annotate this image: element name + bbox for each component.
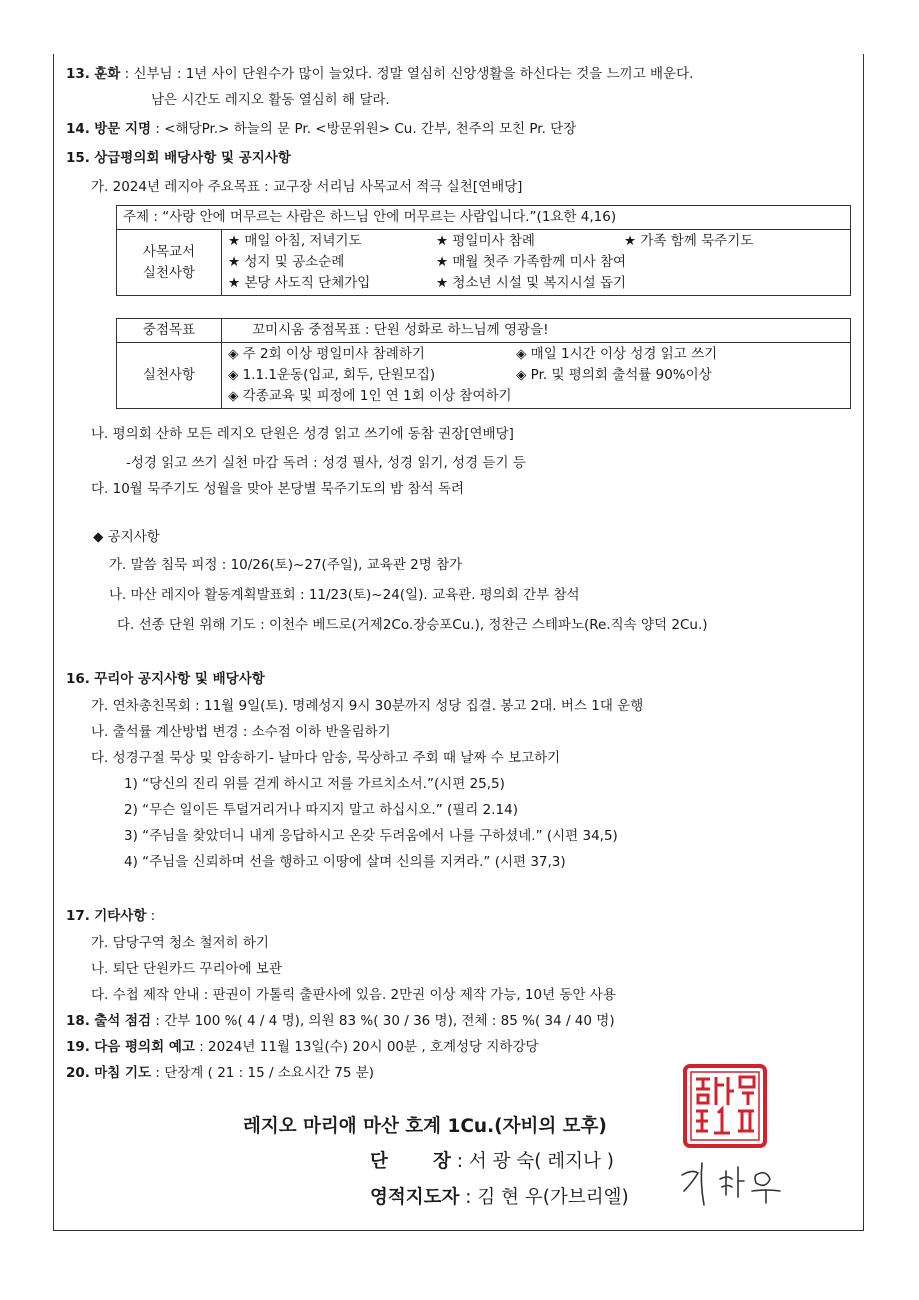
pastoral-items-cell (222, 230, 851, 296)
verse-item: 1) “당신의 진리 위를 걷게 하시고 저를 가르치소서.”(시편 25,5) (124, 776, 505, 792)
signature (676, 1157, 794, 1209)
section-13-num: 13. (66, 66, 90, 82)
section-15-ga: 가. 2024년 레지아 주요목표 : 교구장 서리님 사목교서 적극 실천[연배당] (91, 179, 523, 195)
section-17-item: 다. 수첩 제작 안내 : 판권이 가톨릭 출판사에 있음. 2만권 이상 제작 가능, 10년 동안 사용 (91, 987, 616, 1003)
section-14-title: 방문 지명 (94, 121, 152, 137)
section-18 (66, 1012, 615, 1030)
focus-items-cell (222, 343, 851, 409)
section-16-item: 가. 연차총친목회 : 11월 9일(토). 명례성지 9시 30분까지 성당 집결. 봉고 2대. 버스 1대 운행 (91, 698, 644, 714)
focus-item: ◈ 1.1.1운동(입교, 회두, 단원모집) (228, 367, 436, 383)
organization-name: 레지오 마리애 마산 호계 1Cu.(자비의 모후) (243, 1116, 607, 1137)
focus-goal-table (116, 318, 851, 409)
section-19-title: 다음 평의회 예고 (94, 1039, 195, 1055)
focus-head-text: 꼬미시움 중점목표 : 단원 성화로 하느님께 영광을! (222, 319, 851, 343)
section-15-heading (66, 149, 291, 167)
focus-label: 실천사항 (117, 343, 222, 409)
section-15-na: 나. 평의회 산하 모든 레지오 단원은 성경 읽고 쓰기에 동참 권장[연배당] (91, 426, 514, 442)
section-16-title: 꾸리아 공지사항 및 배당사항 (94, 671, 265, 687)
section-17-item: 가. 담당구역 청소 철저히 하기 (91, 935, 269, 951)
focus-item: ◈ 매일 1시간 이상 성경 읽고 쓰기 (516, 346, 718, 362)
notice-item: 가. 말씀 침묵 피정 : 10/26(토)~27(주일), 교육관 2명 참가 (109, 557, 463, 573)
pastoral-item: ★ 가족 함께 묵주기도 (624, 233, 754, 249)
section-20 (66, 1064, 374, 1082)
focus-item: ◈ Pr. 및 평의회 출석률 90%이상 (516, 367, 712, 383)
section-19 (66, 1038, 539, 1056)
section-17-item: 나. 퇴단 단원카드 꾸리아에 보관 (91, 961, 282, 977)
section-16-heading (66, 670, 265, 688)
focus-head-label: 중점목표 (117, 319, 222, 343)
pastoral-letter-table (116, 205, 851, 296)
verse-item: 3) “주님을 찾았더니 내게 응답하시고 온갖 두려움에서 나를 구하셨네.” (시편 34,5) (124, 828, 618, 844)
pastoral-theme: 주제 : “사랑 안에 머무르는 사람은 하느님 안에 머무르는 사람입니다.”(1요한 4,16) (117, 206, 851, 230)
closing-prayer-text: : 단장계 ( 21 : 15 / 소요시간 75 분) (151, 1065, 375, 1081)
pastoral-label-1: 사목교서 (142, 243, 196, 260)
section-17-heading (66, 907, 155, 925)
pastoral-item: ★ 매일 아침, 저녁기도 (228, 233, 362, 249)
pastoral-item: ★ 본당 사도직 단체가입 (228, 275, 371, 291)
section-17-colon: : (146, 908, 156, 924)
notice-item: 다. 선종 단원 위해 기도 : 이천수 베드로(거제2Co.장승포Cu.), 정찬근 스테파노(Re.직속 양덕 2Cu.) (117, 617, 708, 633)
section-16-num: 16. (66, 671, 90, 687)
president-role: 단 장 (370, 1151, 451, 1172)
section-16-item: 다. 성경구절 묵상 및 암송하기- 날마다 암송, 묵상하고 주회 때 날짜 수 보고하기 (91, 750, 561, 766)
notice-heading: ◆ 공지사항 (93, 529, 160, 545)
section-15-da: 다. 10월 묵주기도 성월을 맞아 본당별 묵주기도의 밤 참석 독려 (91, 481, 465, 497)
section-20-num: 20. (66, 1065, 90, 1081)
director-role: 영적지도자 (370, 1187, 460, 1208)
section-20-title: 마침 기도 (94, 1065, 152, 1081)
pastoral-label-2: 실천사항 (142, 264, 196, 281)
section-17-title: 기타사항 (94, 908, 147, 924)
section-19-num: 19. (66, 1039, 90, 1055)
section-15-na-sub: -성경 읽고 쓰기 실천 마감 독려 : 성경 필사, 성경 읽기, 성경 듣기 등 (126, 455, 526, 471)
director-line (370, 1183, 629, 1209)
pastoral-item: ★ 매월 첫주 가족함께 미사 참여 (436, 254, 627, 270)
focus-item: ◈ 각종교육 및 피정에 1인 연 1회 이상 참여하기 (228, 388, 512, 404)
pastoral-item: ★ 평일미사 참례 (436, 233, 535, 249)
pastoral-item: ★ 성지 및 공소순례 (228, 254, 345, 270)
section-13 (66, 65, 693, 83)
section-17-num: 17. (66, 908, 90, 924)
section-18-title: 출석 점검 (94, 1013, 152, 1029)
president-line (370, 1147, 614, 1173)
section-13-text: : 신부님 : 1년 사이 단원수가 많이 늘었다. 정말 열심히 신앙생활을 하신다는 것을 느끼고 배운다. (120, 66, 694, 82)
section-14-num: 14. (66, 121, 90, 137)
official-seal (682, 1063, 768, 1149)
notice-item: 나. 마산 레지아 활동계획발표회 : 11/23(토)~24(일). 교육관. 평의회 간부 참석 (109, 587, 580, 603)
attendance-text: : 간부 100 %( 4 / 4 명), 의원 83 %( 30 / 36 명), 전체 : 85 %( 34 / 40 명) (151, 1013, 615, 1029)
section-13-line2: 남은 시간도 레지오 활동 열심히 해 달라. (151, 92, 390, 108)
verse-item: 2) “무슨 일이든 투덜거리거나 따지지 말고 하십시오.” (필리 2.14) (124, 802, 518, 818)
verse-item: 4) “주님을 신뢰하며 선을 행하고 이땅에 살며 신의를 지켜라.” (시편 37,3) (124, 854, 566, 870)
director-name: : 김 현 우(가브리엘) (465, 1187, 629, 1208)
next-meeting-text: : 2024년 11월 13일(수) 20시 00분 , 호계성당 지하강당 (194, 1039, 539, 1055)
focus-item: ◈ 주 2회 이상 평일미사 참례하기 (228, 346, 425, 362)
pastoral-label-cell (117, 230, 222, 296)
section-16-item: 나. 출석률 계산방법 변경 : 소수점 이하 반올림하기 (91, 724, 391, 740)
section-14 (66, 120, 576, 138)
section-15-num: 15. (66, 150, 90, 166)
section-13-title: 훈화 (94, 66, 121, 82)
pastoral-item: ★ 청소년 시설 및 복지시설 돕기 (436, 275, 627, 291)
section-14-text: : <해당Pr.> 하늘의 문 Pr. <방문위원> Cu. 간부, 천주의 모친 Pr. 단장 (151, 121, 577, 137)
section-15-title: 상급평의회 배당사항 및 공지사항 (94, 150, 291, 166)
president-name: : 서 광 숙( 레지나 ) (456, 1151, 615, 1172)
section-18-num: 18. (66, 1013, 90, 1029)
